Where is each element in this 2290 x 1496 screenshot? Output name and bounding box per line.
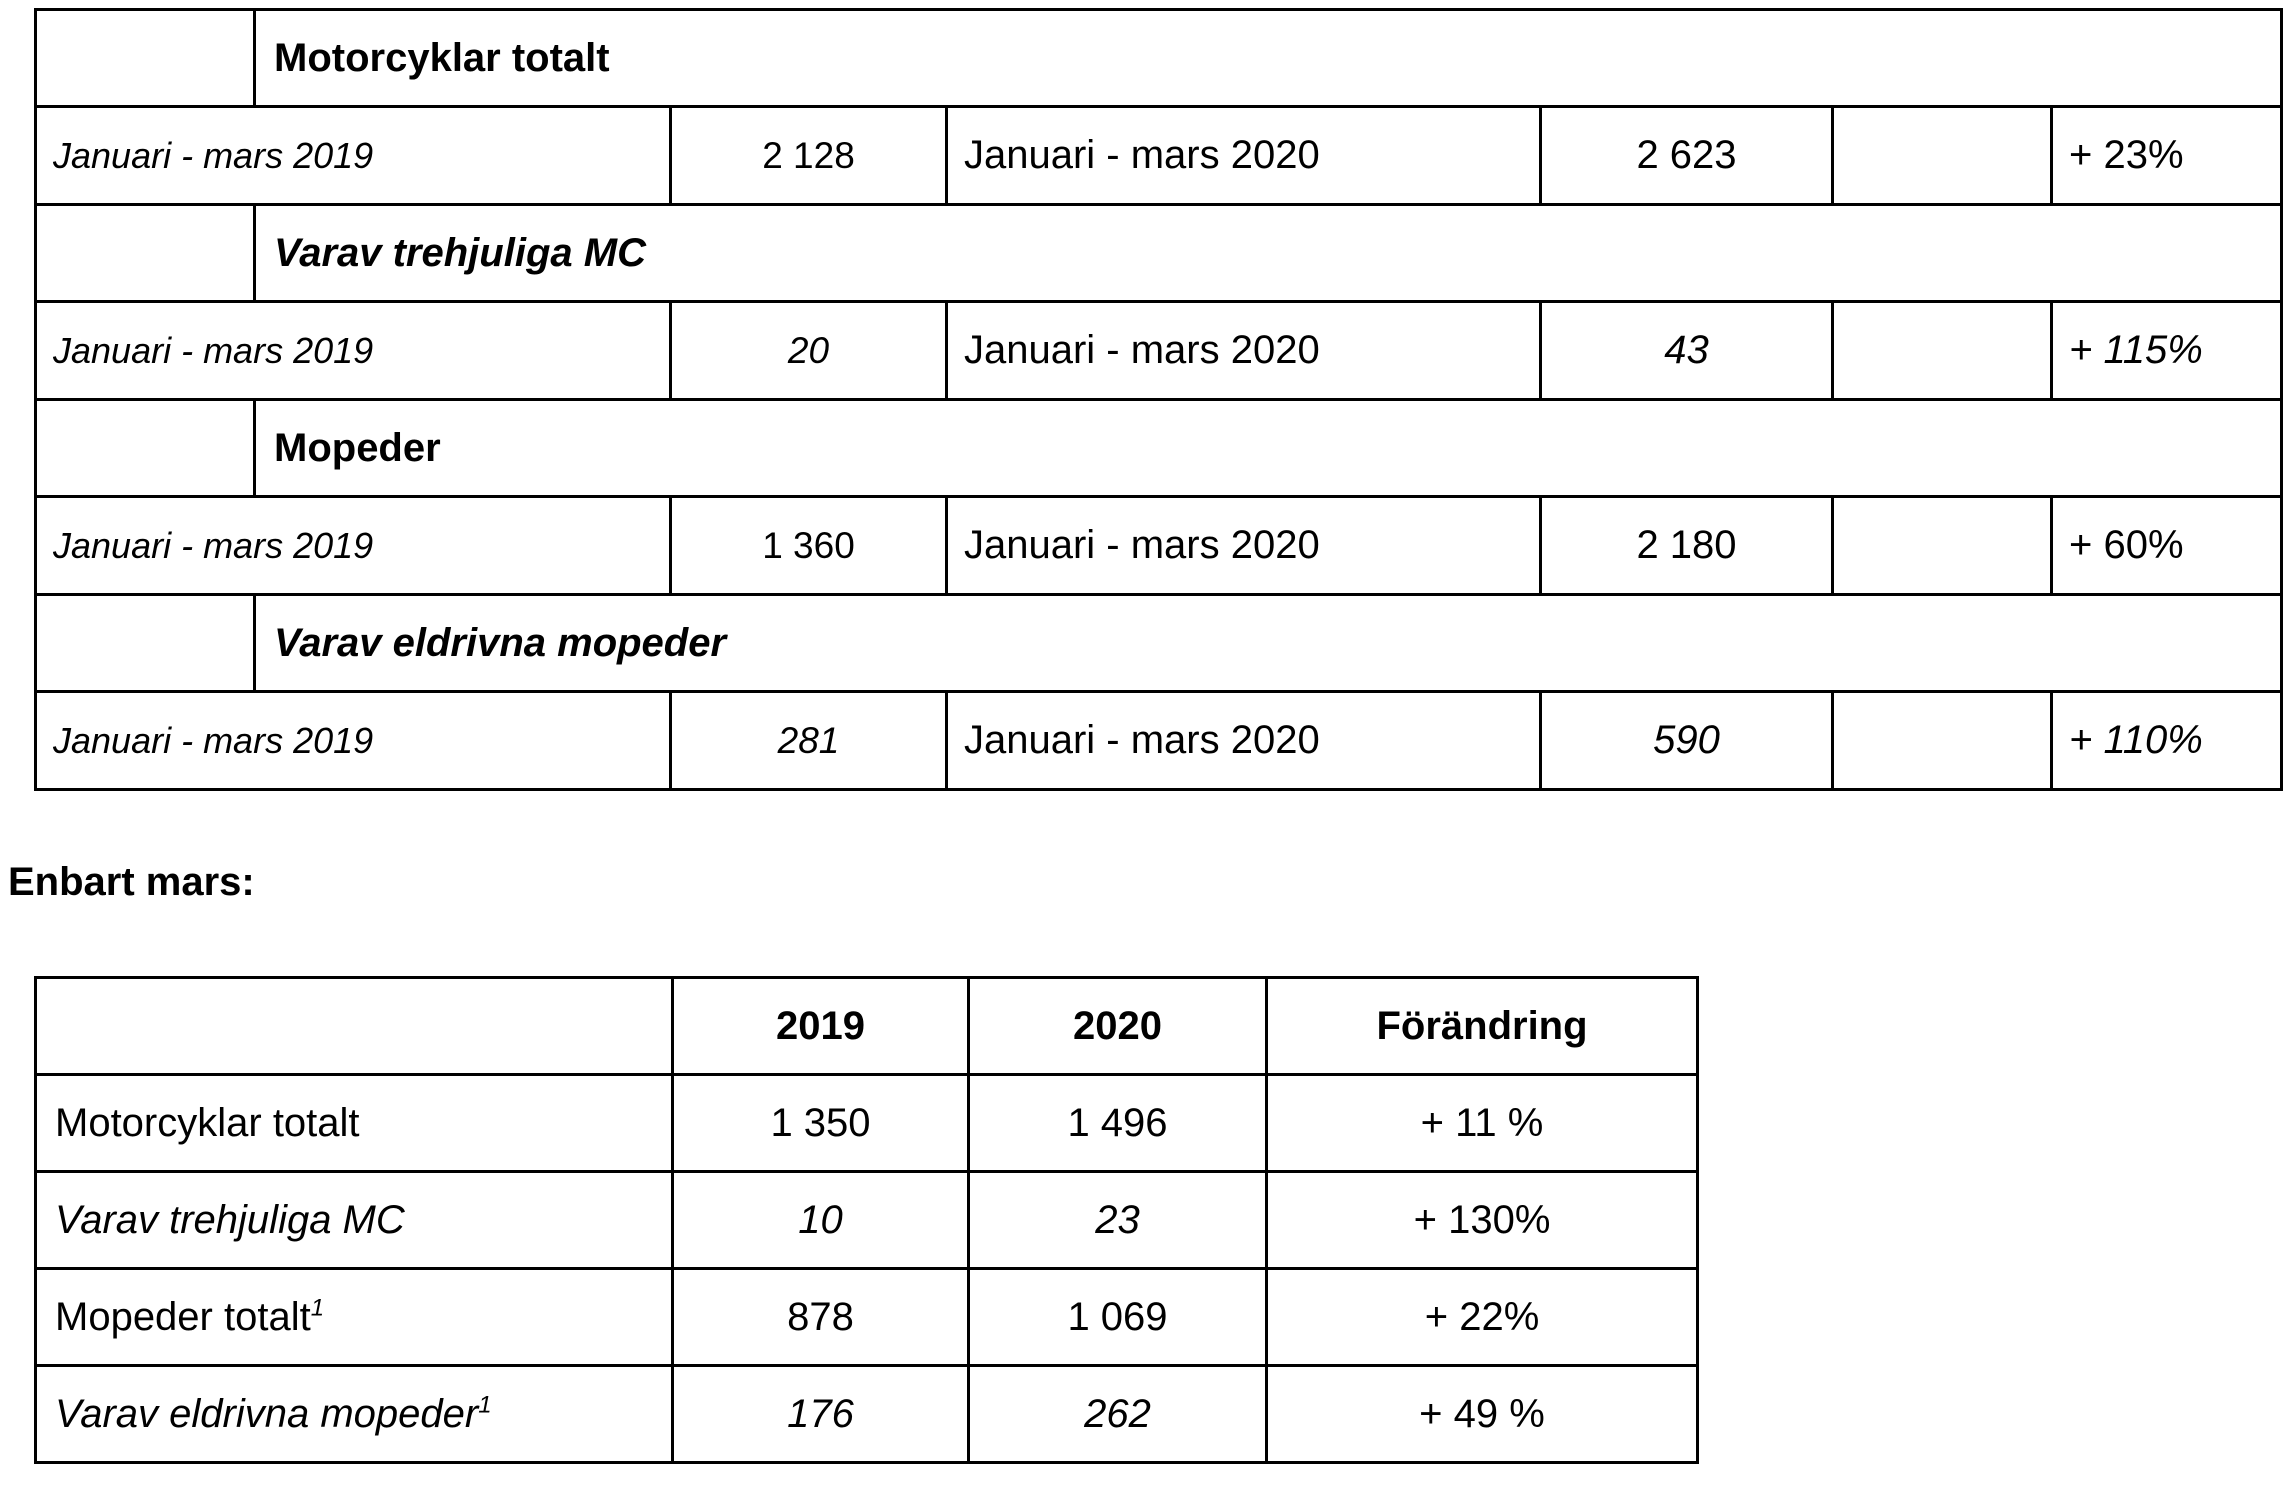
row-label xyxy=(36,1366,673,1463)
section-data-row xyxy=(36,302,2282,400)
row-label-text: Mopeder totalt xyxy=(55,1294,311,1339)
period-2020: Januari - mars 2020 xyxy=(947,497,1541,595)
change-value: + 22% xyxy=(1267,1269,1698,1366)
value-2019: 20 xyxy=(671,302,947,400)
footnote-marker: 1 xyxy=(478,1391,492,1419)
value-2019: 2 128 xyxy=(671,107,947,205)
indent-cell xyxy=(36,205,255,302)
period-2020: Januari - mars 2020 xyxy=(947,692,1541,790)
header-change: Förändring xyxy=(1267,978,1698,1075)
period-2019: Januari - mars 2019 xyxy=(36,107,671,205)
section-data-row xyxy=(36,107,2282,205)
table-row xyxy=(36,1172,1698,1269)
header-2020: 2020 xyxy=(969,978,1267,1075)
section-header-row xyxy=(36,205,2282,302)
change-value: + 60% xyxy=(2052,497,2282,595)
section-heading: Enbart mars: xyxy=(8,860,255,904)
table-row xyxy=(36,1269,1698,1366)
row-label xyxy=(36,1269,673,1366)
value-2020: 1 496 xyxy=(969,1075,1267,1172)
value-2020: 2 180 xyxy=(1541,497,1833,595)
indent-cell xyxy=(36,595,255,692)
row-label-text: Motorcyklar totalt xyxy=(55,1100,360,1145)
period-2019: Januari - mars 2019 xyxy=(36,302,671,400)
period-2020: Januari - mars 2020 xyxy=(947,107,1541,205)
section-title: Mopeder xyxy=(255,400,2282,497)
footnote-marker: 1 xyxy=(310,1294,325,1322)
value-2020: 23 xyxy=(969,1172,1267,1269)
registration-table-march xyxy=(34,976,1699,1464)
empty-cell xyxy=(1833,497,2052,595)
section-header-row xyxy=(36,595,2282,692)
value-2020: 590 xyxy=(1541,692,1833,790)
table-row xyxy=(36,1366,1698,1463)
indent-cell xyxy=(36,400,255,497)
change-value: + 130% xyxy=(1267,1172,1698,1269)
value-2020: 43 xyxy=(1541,302,1833,400)
value-2019: 281 xyxy=(671,692,947,790)
table-header-row xyxy=(36,978,1698,1075)
row-label-text: Varav trehjuliga MC xyxy=(55,1197,405,1242)
value-2019: 176 xyxy=(673,1366,969,1463)
value-2019: 878 xyxy=(673,1269,969,1366)
indent-cell xyxy=(36,10,255,107)
section-header-row xyxy=(36,400,2282,497)
section-data-row xyxy=(36,497,2282,595)
value-2020: 2 623 xyxy=(1541,107,1833,205)
section-title: Motorcyklar totalt xyxy=(255,10,2282,107)
change-value: + 23% xyxy=(2052,107,2282,205)
section-title: Varav eldrivna mopeder xyxy=(255,595,2282,692)
row-label-text: Varav eldrivna mopeder xyxy=(55,1391,479,1436)
section-title: Varav trehjuliga MC xyxy=(255,205,2282,302)
empty-cell xyxy=(1833,107,2052,205)
change-value: + 115% xyxy=(2052,302,2282,400)
empty-cell xyxy=(1833,692,2052,790)
period-2020: Januari - mars 2020 xyxy=(947,302,1541,400)
change-value: + 11 % xyxy=(1267,1075,1698,1172)
section-header-row xyxy=(36,10,2282,107)
empty-cell xyxy=(1833,302,2052,400)
section-data-row xyxy=(36,692,2282,790)
table-row xyxy=(36,1075,1698,1172)
header-label xyxy=(36,978,673,1075)
period-2019: Januari - mars 2019 xyxy=(36,497,671,595)
registration-table-q1 xyxy=(34,8,2283,791)
value-2019: 1 360 xyxy=(671,497,947,595)
change-value: + 49 % xyxy=(1267,1366,1698,1463)
row-label xyxy=(36,1075,673,1172)
period-2019: Januari - mars 2019 xyxy=(36,692,671,790)
header-2019: 2019 xyxy=(673,978,969,1075)
value-2019: 1 350 xyxy=(673,1075,969,1172)
change-value: + 110% xyxy=(2052,692,2282,790)
value-2020: 1 069 xyxy=(969,1269,1267,1366)
value-2020: 262 xyxy=(969,1366,1267,1463)
row-label xyxy=(36,1172,673,1269)
value-2019: 10 xyxy=(673,1172,969,1269)
